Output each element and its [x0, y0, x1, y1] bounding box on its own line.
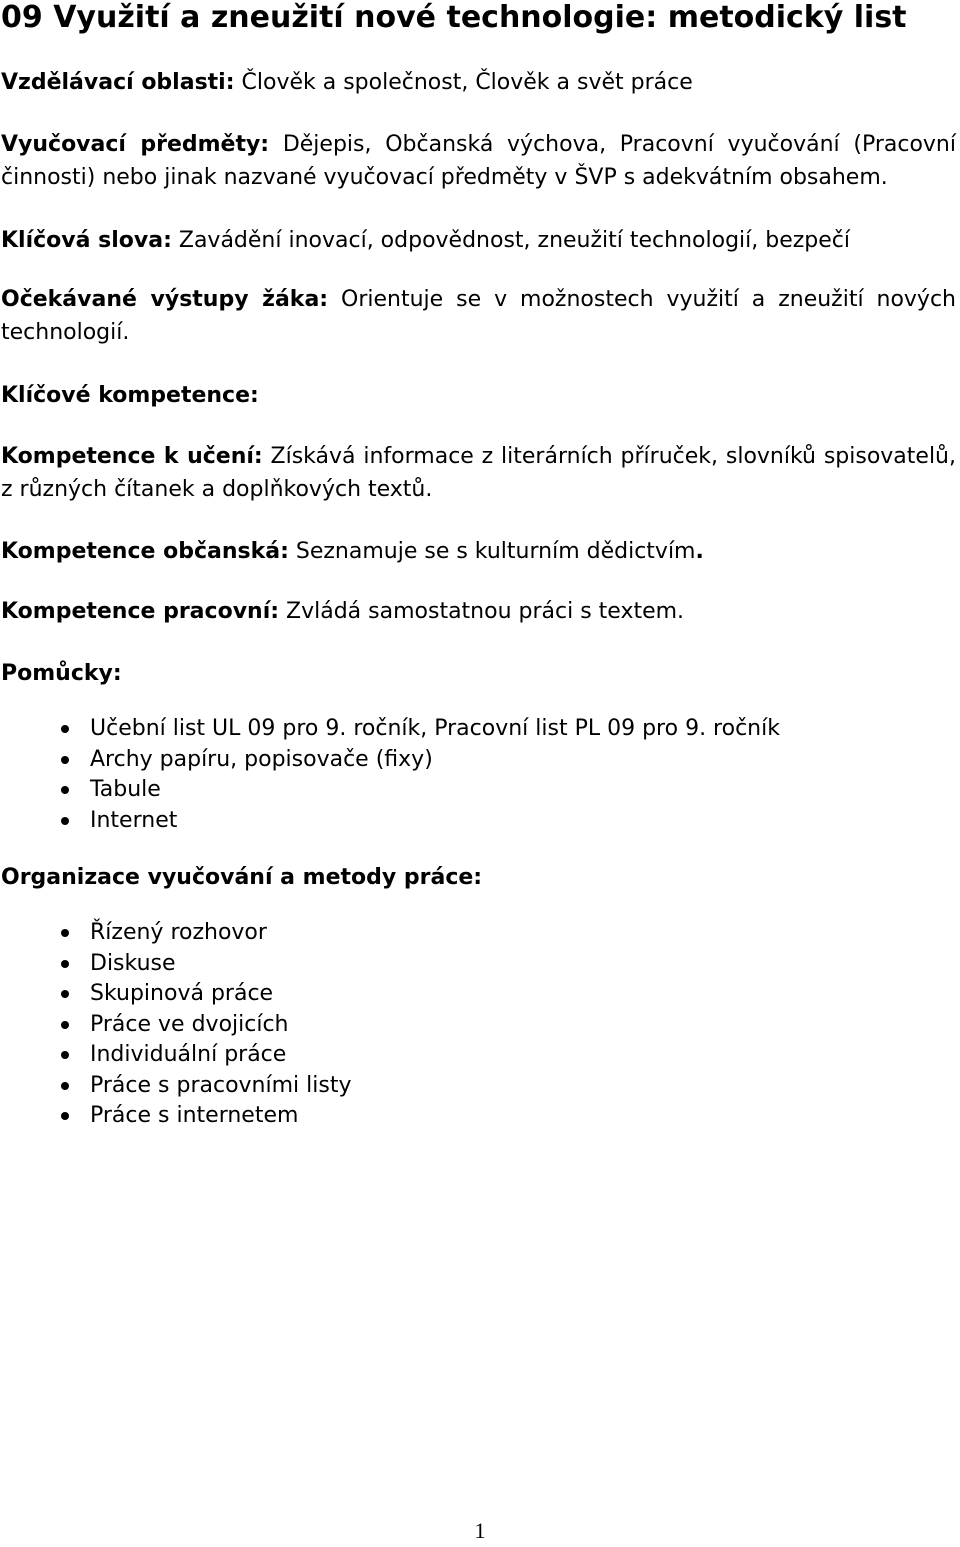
field-subjects-value: Dějepis, Občanská výchova, Pracovní vyučování (Pracovní činnosti) nebo jinak nazvané vyučovací předměty v ŠVP s adekvátním obsahem.	[1, 132, 956, 190]
competence-civic-label: Kompetence občanská:	[1, 539, 289, 564]
bullet-icon	[61, 1082, 69, 1090]
list-item: Učební list UL 09 pro 9. ročník, Pracovní list PL 09 pro 9. ročník	[0, 714, 780, 745]
bullet-icon	[61, 1112, 69, 1120]
list-item: Archy papíru, popisovače (fixy)	[0, 745, 780, 776]
competence-work-value: Zvládá samostatnou práci s textem.	[279, 599, 685, 624]
competence-civic	[1, 535, 956, 568]
bullet-icon	[61, 960, 69, 968]
competence-learning-label: Kompetence k učení:	[1, 444, 263, 469]
field-outcomes-value: Orientuje se v možnostech využití a zneužití nových technologií.	[1, 287, 956, 345]
methods-list	[0, 918, 351, 1132]
list-item: Řízený rozhovor	[0, 918, 351, 949]
field-areas-value: Člověk a společnost, Člověk a svět práce	[234, 70, 693, 95]
competence-learning-value: Získává informace z literárních příruček, slovníků spisovatelů, z různých čítanek a doplňkových textů.	[1, 444, 956, 502]
bullet-icon	[61, 756, 69, 764]
aids-list	[0, 714, 780, 836]
competence-civic-value: Seznamuje se s kulturním dědictvím	[288, 539, 696, 564]
bullet-icon	[61, 1021, 69, 1029]
field-keywords-value: Zavádění inovací, odpovědnost, zneužití technologií, bezpečí	[171, 228, 850, 253]
competences-heading: Klíčové kompetence:	[1, 383, 259, 408]
field-keywords	[1, 224, 956, 257]
list-item: Internet	[0, 806, 780, 837]
field-areas	[1, 66, 956, 99]
field-subjects-label: Vyučovací předměty:	[1, 132, 270, 157]
list-item: Diskuse	[0, 949, 351, 980]
aids-heading: Pomůcky:	[1, 661, 122, 686]
document-title: 09 Využití a zneužití nové technologie: metodický list	[1, 0, 907, 35]
bullet-icon	[61, 817, 69, 825]
field-subjects	[1, 128, 956, 194]
page-number: 1	[474, 1518, 486, 1543]
list-item: Práce ve dvojicích	[0, 1010, 351, 1041]
field-areas-label: Vzdělávací oblasti:	[1, 70, 235, 95]
bullet-icon	[61, 929, 69, 937]
list-item: Skupinová práce	[0, 979, 351, 1010]
field-outcomes	[1, 283, 956, 349]
bullet-icon	[61, 725, 69, 733]
competence-learning	[1, 440, 956, 506]
competence-civic-suffix: .	[695, 539, 704, 564]
list-item: Práce s pracovními listy	[0, 1071, 351, 1102]
list-item: Práce s internetem	[0, 1101, 351, 1132]
competence-work	[1, 595, 956, 628]
bullet-icon	[61, 1051, 69, 1059]
field-outcomes-label: Očekávané výstupy žáka:	[1, 287, 329, 312]
bullet-icon	[61, 990, 69, 998]
list-item: Tabule	[0, 775, 780, 806]
methods-heading: Organizace vyučování a metody práce:	[1, 865, 483, 890]
list-item: Individuální práce	[0, 1040, 351, 1071]
field-keywords-label: Klíčová slova:	[1, 228, 172, 253]
competence-work-label: Kompetence pracovní:	[1, 599, 280, 624]
bullet-icon	[61, 786, 69, 794]
